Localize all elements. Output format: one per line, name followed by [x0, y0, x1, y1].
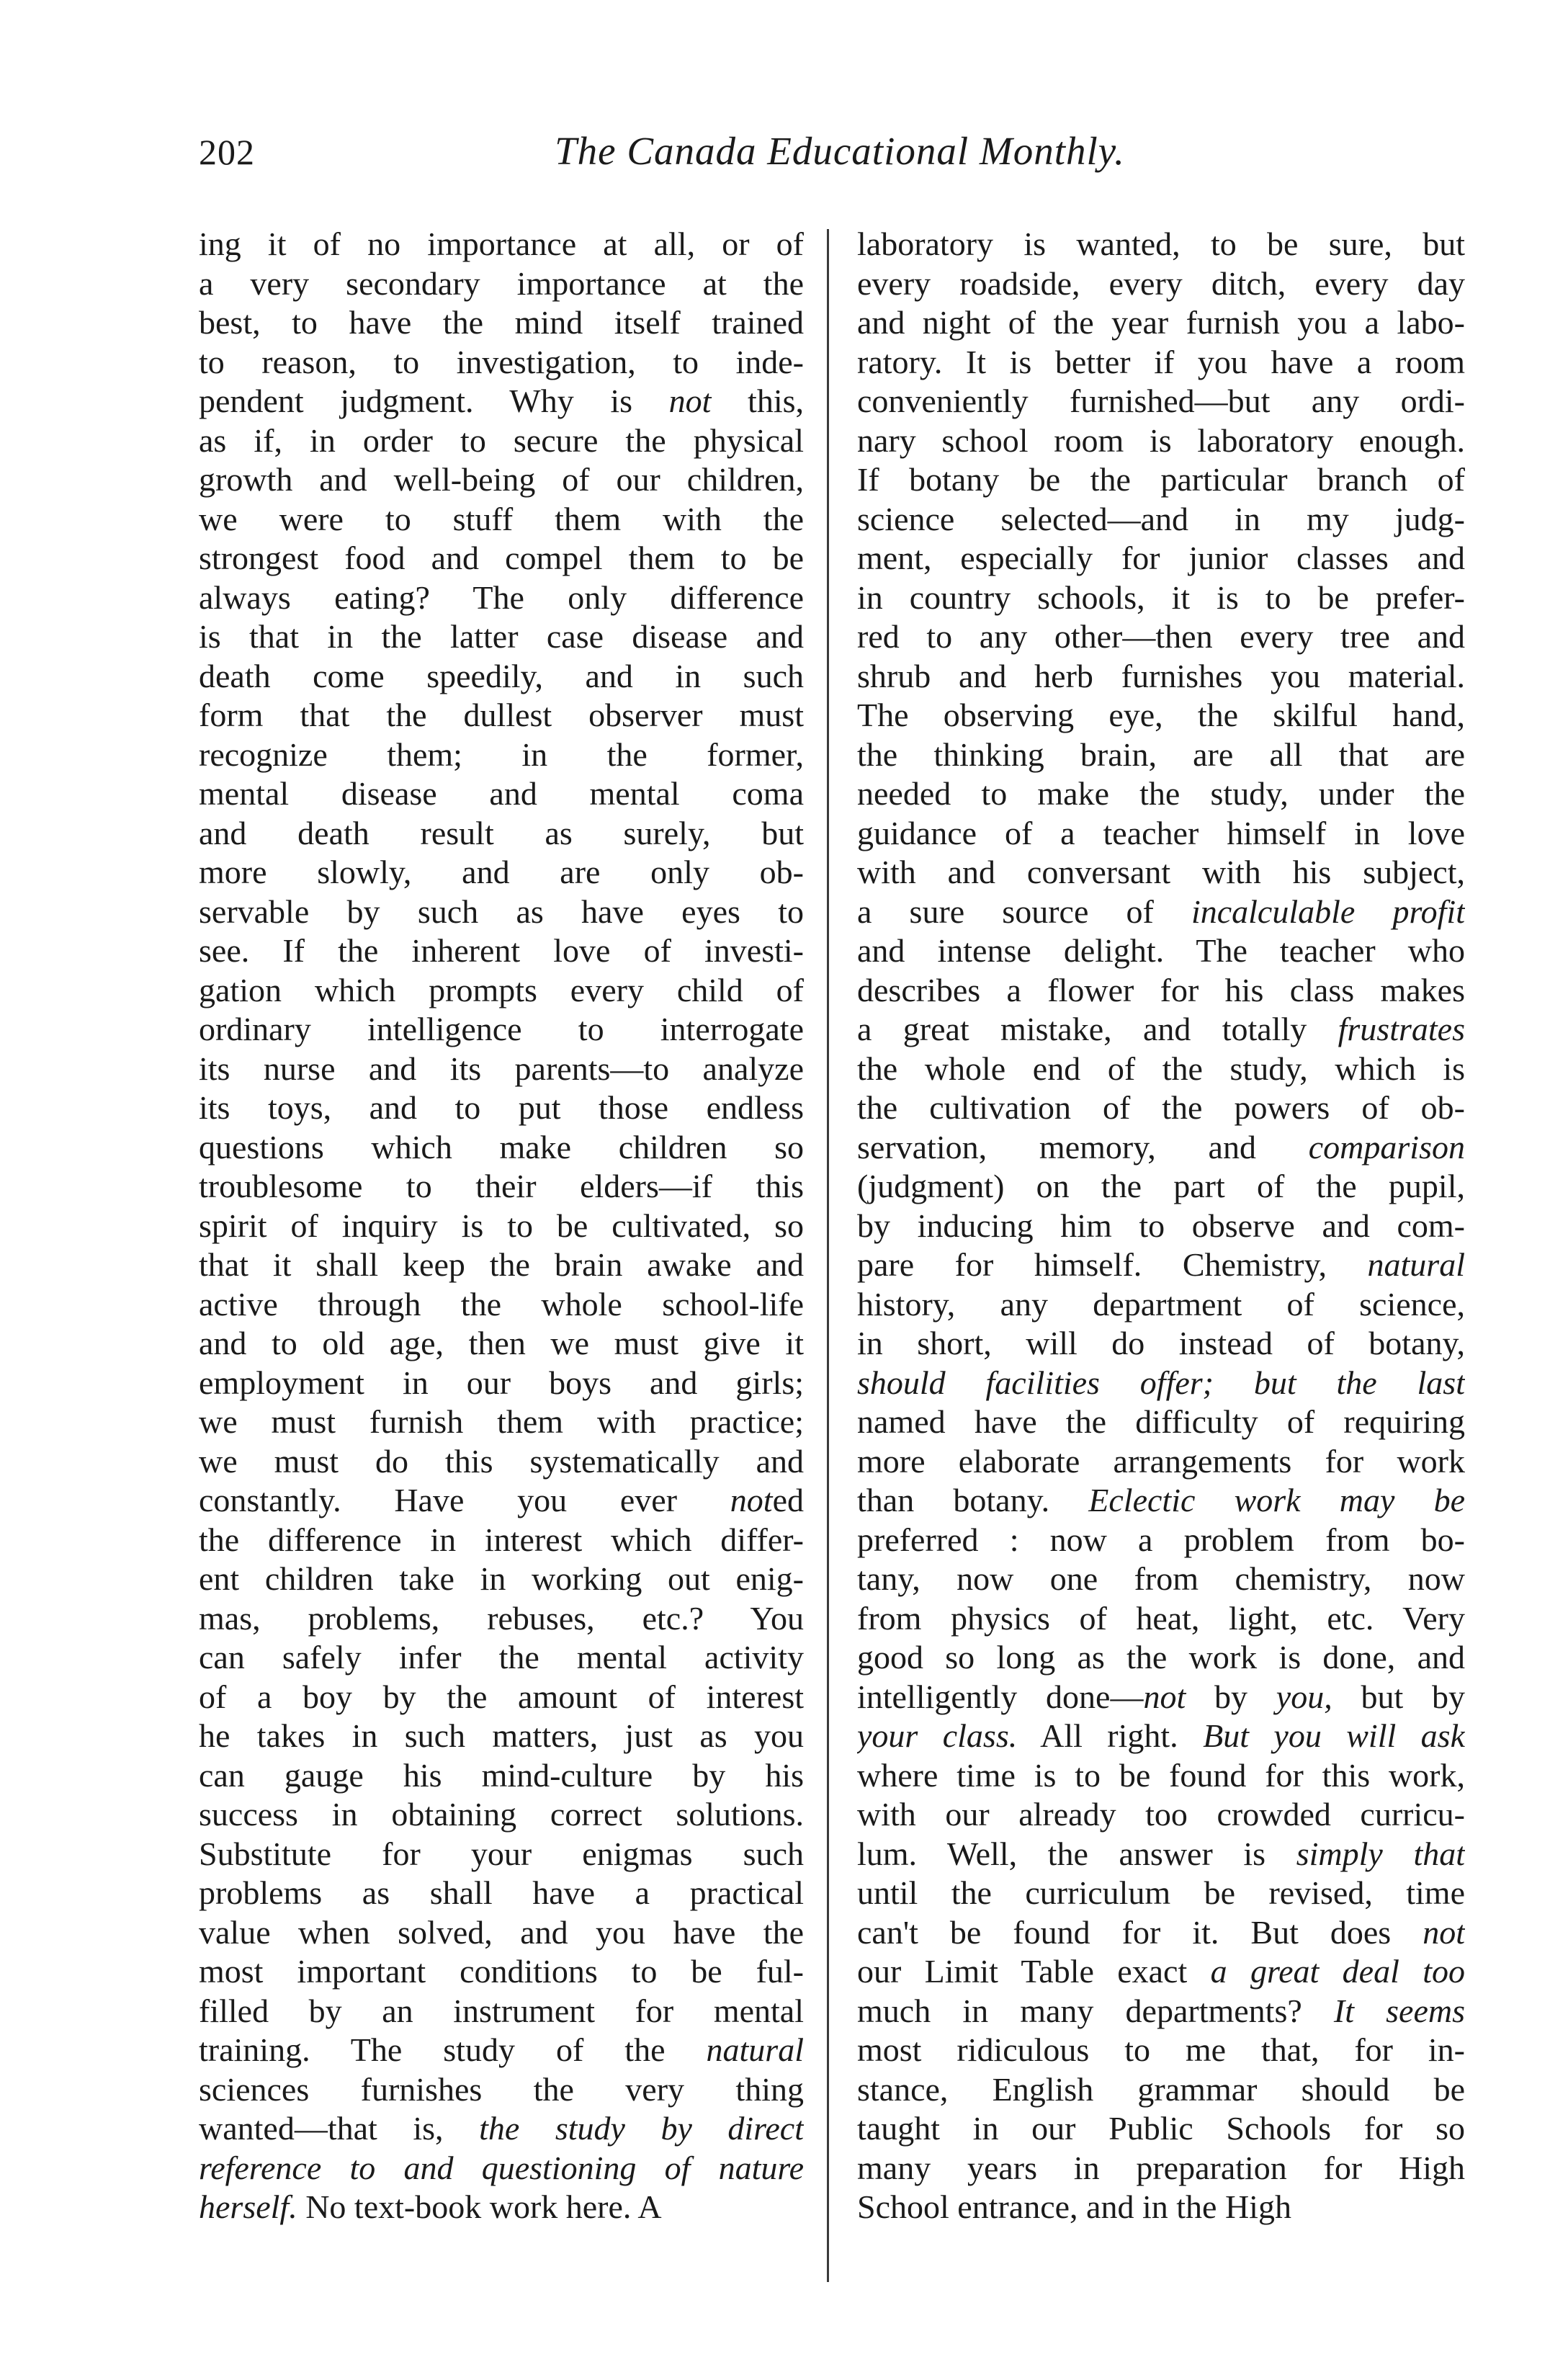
text-line: we must furnish them with practice; — [199, 1403, 804, 1440]
text-line: and night of the year furnish you a labo- — [857, 304, 1465, 341]
text-line: science selected—and in my judg- — [857, 500, 1465, 537]
text-line: filled by an instrument for mental — [199, 1992, 804, 2029]
text-line: where time is to be found for this work, — [857, 1756, 1465, 1794]
text-line: success in obtaining correct solutions. — [199, 1796, 804, 1833]
text-line: can safely infer the mental activity — [199, 1639, 804, 1676]
text-line: taught in our Public Schools for so — [857, 2110, 1465, 2147]
text-line: best, to have the mind itself trained — [199, 304, 804, 341]
text-line: problems as shall have a practical — [199, 1874, 804, 1911]
text-line: pare for himself. Chemistry, natural — [857, 1246, 1465, 1283]
text-line: ment, especially for junior classes and — [857, 540, 1465, 576]
text-line: that it shall keep the brain awake and — [199, 1246, 804, 1283]
text-line: is that in the latter case disease and — [199, 618, 804, 655]
text-line: conveniently furnished—but any ordi- — [857, 382, 1465, 419]
text-line: wanted—that is, the study by direct — [199, 2110, 804, 2147]
text-line: until the curriculum be revised, time — [857, 1874, 1465, 1911]
text-line: ing it of no importance at all, or of — [199, 225, 804, 262]
text-line: much in many departments? It seems — [857, 1992, 1465, 2029]
page-number: 202 — [199, 132, 255, 172]
right-column — [857, 225, 1465, 2299]
text-line: servation, memory, and comparison — [857, 1128, 1465, 1166]
text-line: a sure source of incalculable profit — [857, 892, 1465, 930]
text-line: School entrance, and in the High — [857, 2188, 1291, 2225]
text-line: nary school room is laboratory enough. — [857, 421, 1465, 459]
text-line: our Limit Table exact a great deal too — [857, 1953, 1465, 1990]
text-line: he takes in such matters, just as you — [199, 1717, 804, 1754]
text-line: by inducing him to observe and com- — [857, 1207, 1465, 1244]
text-line: pendent judgment. Why is not this, — [199, 382, 804, 419]
text-line: spirit of inquiry is to be cultivated, so — [199, 1207, 804, 1244]
text-line: from physics of heat, light, etc. Very — [857, 1599, 1465, 1637]
text-line: named have the difficulty of requiring — [857, 1403, 1465, 1440]
text-line: employment in our boys and girls; — [199, 1364, 804, 1401]
text-line: more slowly, and are only ob- — [199, 854, 804, 890]
text-line: intelligently done—not by you, but by — [857, 1678, 1465, 1715]
text-line: than botany. Eclectic work may be — [857, 1482, 1465, 1518]
text-line: The observing eye, the skilful hand, — [857, 697, 1465, 733]
text-line: to reason, to investigation, to inde- — [199, 343, 804, 380]
text-line: in country schools, it is to be prefer- — [857, 578, 1465, 616]
text-line: can't be found for it. But does not — [857, 1913, 1465, 1951]
text-line: most ridiculous to me that, for in- — [857, 2031, 1465, 2068]
text-line: (judgment) on the part of the pupil, — [857, 1168, 1465, 1204]
text-line: mental disease and mental coma — [199, 775, 804, 812]
text-line: strongest food and compel them to be — [199, 540, 804, 576]
text-line: active through the whole school-life — [199, 1285, 804, 1323]
text-line: its nurse and its parents—to analyze — [199, 1050, 804, 1087]
text-line: a very secondary importance at the — [199, 264, 804, 302]
text-line: every roadside, every ditch, every day — [857, 264, 1465, 302]
text-line: as if, in order to secure the physical — [199, 421, 804, 459]
column-divider — [827, 229, 829, 2282]
text-line: with and conversant with his subject, — [857, 854, 1465, 890]
text-line: many years in preparation for High — [857, 2149, 1465, 2186]
text-line: growth and well-being of our children, — [199, 461, 804, 498]
text-line: ent children take in working out enig- — [199, 1560, 804, 1597]
text-line: we must do this systematically and — [199, 1442, 804, 1480]
text-line: its toys, and to put those endless — [199, 1089, 804, 1126]
text-line: we were to stuff them with the — [199, 500, 804, 537]
text-line: the cultivation of the powers of ob- — [857, 1089, 1465, 1126]
text-line: your class. All right. But you will ask — [857, 1717, 1465, 1754]
text-line: tany, now one from chemistry, now — [857, 1560, 1465, 1597]
text-line: gation which prompts every child of — [199, 971, 804, 1008]
text-line: stance, English grammar should be — [857, 2070, 1465, 2108]
text-line: see. If the inherent love of investi- — [199, 932, 804, 969]
text-line: the whole end of the study, which is — [857, 1050, 1465, 1087]
text-line: with our already too crowded curricu- — [857, 1796, 1465, 1833]
text-line: herself. No text-book work here. A — [199, 2188, 662, 2225]
text-line: servable by such as have eyes to — [199, 892, 804, 930]
text-line: red to any other—then every tree and — [857, 618, 1465, 655]
text-line: should facilities offer; but the last — [857, 1364, 1465, 1401]
text-line: in short, will do instead of botany, — [857, 1325, 1465, 1361]
text-line: a great mistake, and totally frustrates — [857, 1011, 1465, 1047]
text-line: constantly. Have you ever noted — [199, 1482, 804, 1518]
text-line: guidance of a teacher himself in love — [857, 814, 1465, 851]
text-line: of a boy by the amount of interest — [199, 1678, 804, 1715]
text-line: good so long as the work is done, and — [857, 1639, 1465, 1676]
text-line: value when solved, and you have the — [199, 1913, 804, 1951]
text-line: form that the dullest observer must — [199, 697, 804, 733]
text-line: death come speedily, and in such — [199, 657, 804, 694]
text-line: troublesome to their elders—if this — [199, 1168, 804, 1204]
text-line: sciences furnishes the very thing — [199, 2070, 804, 2108]
text-line: always eating? The only difference — [199, 578, 804, 616]
text-line: reference to and questioning of nature — [199, 2149, 804, 2186]
text-line: questions which make children so — [199, 1128, 804, 1166]
text-line: the thinking brain, are all that are — [857, 735, 1465, 773]
page-header — [199, 124, 1481, 182]
text-line: laboratory is wanted, to be sure, but — [857, 225, 1465, 262]
text-line: needed to make the study, under the — [857, 775, 1465, 812]
text-line: ordinary intelligence to interrogate — [199, 1011, 804, 1047]
text-line: most important conditions to be ful- — [199, 1953, 804, 1990]
left-column — [199, 225, 804, 2299]
text-line: more elaborate arrangements for work — [857, 1442, 1465, 1480]
text-line: training. The study of the natural — [199, 2031, 804, 2068]
text-line: lum. Well, the answer is simply that — [857, 1835, 1465, 1872]
text-line: mas, problems, rebuses, etc.? You — [199, 1599, 804, 1637]
text-line: and to old age, then we must give it — [199, 1325, 804, 1361]
text-line: recognize them; in the former, — [199, 735, 804, 773]
text-line: shrub and herb furnishes you material. — [857, 657, 1465, 694]
text-line: Substitute for your enigmas such — [199, 1835, 804, 1872]
text-line: preferred : now a problem from bo- — [857, 1521, 1465, 1558]
text-line: and death result as surely, but — [199, 814, 804, 851]
text-line: ratory. It is better if you have a room — [857, 343, 1465, 380]
text-line: history, any department of science, — [857, 1285, 1465, 1323]
text-line: If botany be the particular branch of — [857, 461, 1465, 498]
text-line: can gauge his mind-culture by his — [199, 1756, 804, 1794]
running-title: The Canada Educational Monthly. — [555, 129, 1125, 173]
text-line: the difference in interest which differ- — [199, 1521, 804, 1558]
text-line: describes a flower for his class makes — [857, 971, 1465, 1008]
text-line: and intense delight. The teacher who — [857, 932, 1465, 969]
